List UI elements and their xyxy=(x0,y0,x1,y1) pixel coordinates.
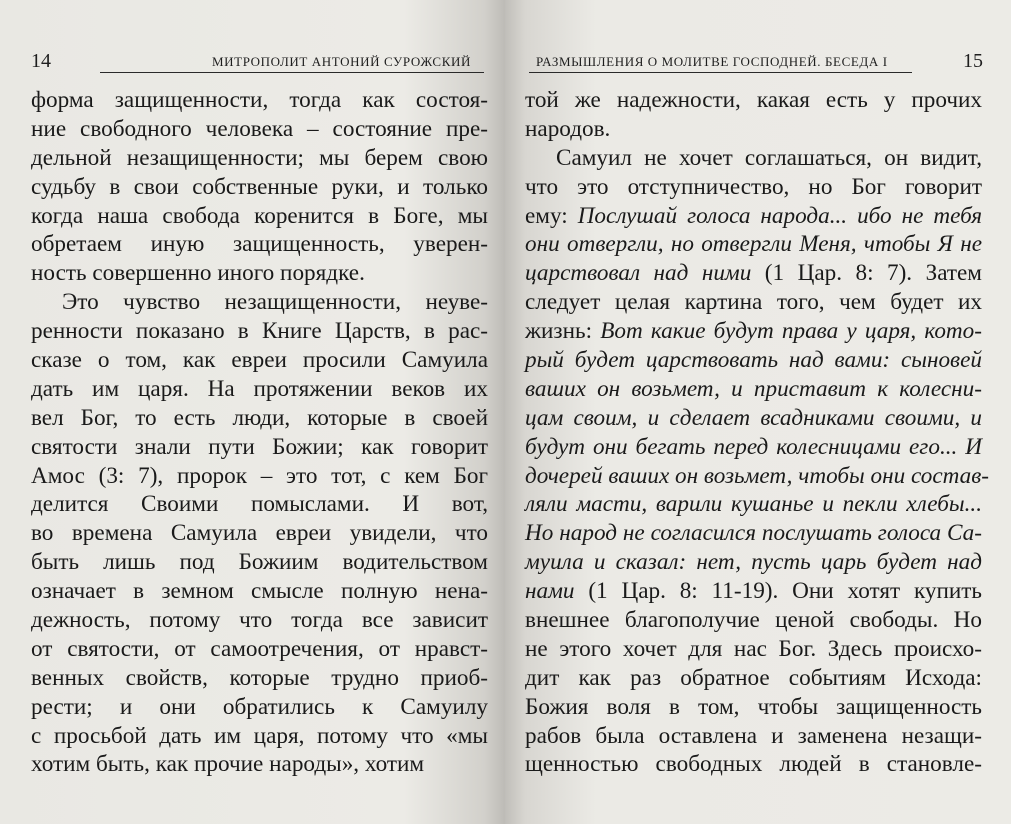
text-line xyxy=(525,115,982,144)
italic-quote: они отвергли, но отвергли Меня, чтобы Я не xyxy=(525,231,982,258)
text-line xyxy=(31,693,488,722)
italic-quote: царствовал над ними xyxy=(525,260,752,287)
text-line xyxy=(525,519,982,548)
text-line xyxy=(525,375,982,404)
text-run: хотим быть, как прочие народы», хотим xyxy=(31,751,425,778)
text-line xyxy=(31,317,488,346)
text-line xyxy=(525,86,982,115)
header-rule xyxy=(100,72,484,73)
text-run: следует целая картина того, чем будет их xyxy=(525,289,982,316)
text-run: вел Бог, то есть люди, которые в своей xyxy=(31,404,488,431)
text-line xyxy=(525,317,982,346)
italic-quote: муила и сказал: нет, пусть царь будет над xyxy=(525,549,982,576)
body-text xyxy=(525,86,990,779)
text-line xyxy=(525,144,982,173)
text-line xyxy=(31,288,488,317)
text-line xyxy=(31,375,488,404)
text-line xyxy=(31,230,488,259)
text-run: венных свойств, которые трудно приоб- xyxy=(31,664,488,691)
header-rule xyxy=(529,72,912,73)
text-line xyxy=(31,722,488,751)
text-line xyxy=(31,433,488,462)
text-line xyxy=(525,404,982,433)
text-run: внешнее благополучие ценой свободы. Но xyxy=(525,607,982,634)
text-line xyxy=(31,750,488,779)
text-run: рабов была оставлена и заменена незащи- xyxy=(525,722,982,749)
text-run: (1 Цар. 8: 11-19). Они хотят купить xyxy=(574,578,982,605)
text-run: святости знали пути Божии; как говорит xyxy=(31,433,488,460)
text-run: дит как раз обратное событиям Исхода: xyxy=(525,664,982,691)
text-run: Это чувство незащищенности, неуве- xyxy=(62,289,488,316)
text-line xyxy=(31,115,488,144)
text-line xyxy=(31,490,488,519)
text-run: Самуил не хочет соглашаться, он видит, xyxy=(556,144,982,171)
text-line xyxy=(525,259,982,288)
text-run: судьбу в свои собственные руки, и только xyxy=(31,173,488,200)
text-run: дельной незащищенности; мы берем свою xyxy=(31,144,488,171)
italic-quote: Вот какие будут права у царя, кото- xyxy=(600,318,982,345)
text-run: той же надежности, какая есть у прочих xyxy=(525,87,982,113)
text-line xyxy=(525,462,990,491)
text-run: обретаем иную защищенность, уверен- xyxy=(31,231,488,258)
text-line xyxy=(525,750,982,779)
text-line xyxy=(31,577,488,606)
text-line xyxy=(525,173,982,202)
text-line xyxy=(31,635,488,664)
italic-quote: будут они бегать перед колесницами его... И xyxy=(525,433,982,460)
italic-quote: рый будет царствовать над вами: сыновей xyxy=(525,347,982,374)
text-run: дать им царя. На протяжении веков их xyxy=(31,375,488,402)
text-run: быть лишь под Божиим водительством xyxy=(31,549,488,576)
text-line xyxy=(31,606,488,635)
text-line xyxy=(31,346,488,375)
text-line xyxy=(525,490,982,519)
text-run: ренности показано в Книге Царств, в рас- xyxy=(31,318,488,345)
text-line xyxy=(525,577,982,606)
text-line xyxy=(525,722,982,751)
running-head: РАЗМЫШЛЕНИЯ О МОЛИТВЕ ГОСПОДНЕЙ. БЕСЕДА I xyxy=(536,54,888,69)
text-line xyxy=(525,288,982,317)
text-run: рести; и они обратились к Самуилу xyxy=(31,693,488,720)
text-line xyxy=(525,693,982,722)
page-number: 15 xyxy=(963,50,983,72)
text-run: Амос (3: 7), пророк – это тот, с кем Бог xyxy=(31,462,488,489)
italic-quote: ваших он возьмет, и приставит к колесни- xyxy=(525,375,982,402)
text-run: сказе о том, как евреи просили Самуила xyxy=(31,347,488,374)
text-run: с просьбой дать им царя, потому что «мы xyxy=(31,722,488,749)
text-run: ность совершенно иного порядке. xyxy=(31,260,365,287)
text-line xyxy=(31,86,488,115)
text-line xyxy=(525,548,982,577)
italic-quote: дочерей ваших он возьмет, чтобы они состав- xyxy=(525,462,990,489)
italic-quote: Но народ не согласился послушать голоса Са- xyxy=(525,520,982,547)
italic-quote: нами xyxy=(525,578,575,605)
text-line xyxy=(525,606,982,635)
text-line xyxy=(31,259,488,288)
italic-quote: цам своим, и сделает всадниками своими, и xyxy=(525,404,982,431)
text-run: что это отступничество, но Бог говорит xyxy=(525,173,982,200)
text-line xyxy=(31,173,488,202)
text-line xyxy=(31,144,488,173)
text-line xyxy=(525,230,982,259)
text-run: форма защищенности, тогда как состоя- xyxy=(31,87,488,113)
text-run: ние свободного человека – состояние пре- xyxy=(31,115,488,142)
body-text xyxy=(31,86,488,779)
left-page xyxy=(0,0,505,824)
italic-quote: Послушай голоса народа... ибо не тебя xyxy=(577,202,982,229)
running-head: МИТРОПОЛИТ АНТОНИЙ СУРОЖСКИЙ xyxy=(212,54,471,69)
right-page xyxy=(505,0,1011,824)
text-run: во времена Самуила евреи увидели, что xyxy=(31,520,488,547)
text-run: народов. xyxy=(525,115,611,142)
italic-quote: ляли масти, варили кушанье и пекли хлебы... xyxy=(525,491,982,518)
text-run: жизнь: xyxy=(525,318,601,345)
text-run: ему: xyxy=(525,202,578,229)
text-run: щенностью свободных людей в становле- xyxy=(525,751,982,778)
text-line xyxy=(31,664,488,693)
text-line xyxy=(31,404,488,433)
text-line xyxy=(525,202,982,231)
text-line xyxy=(31,548,488,577)
text-line xyxy=(525,346,982,375)
text-line xyxy=(525,635,982,664)
text-run: означает в земном смысле полную нена- xyxy=(31,578,488,605)
text-run: дежность, потому что тогда все зависит xyxy=(31,607,488,634)
text-run: когда наша свобода коренится в Боге, мы xyxy=(31,202,488,229)
text-run: делится Своими помыслами. И вот, xyxy=(31,491,488,518)
text-run: от святости, от самоотречения, от нравст- xyxy=(31,635,488,662)
text-line xyxy=(525,664,982,693)
text-run: не этого хочет для нас Бог. Здесь происхо- xyxy=(525,635,982,662)
text-run: Божия воля в том, чтобы защищенность xyxy=(525,693,982,720)
text-line xyxy=(525,433,982,462)
text-line xyxy=(31,202,488,231)
page-number: 14 xyxy=(31,50,51,72)
text-run: (1 Цар. 8: 7). Затем xyxy=(751,260,982,287)
text-line xyxy=(31,519,488,548)
text-line xyxy=(31,462,488,491)
